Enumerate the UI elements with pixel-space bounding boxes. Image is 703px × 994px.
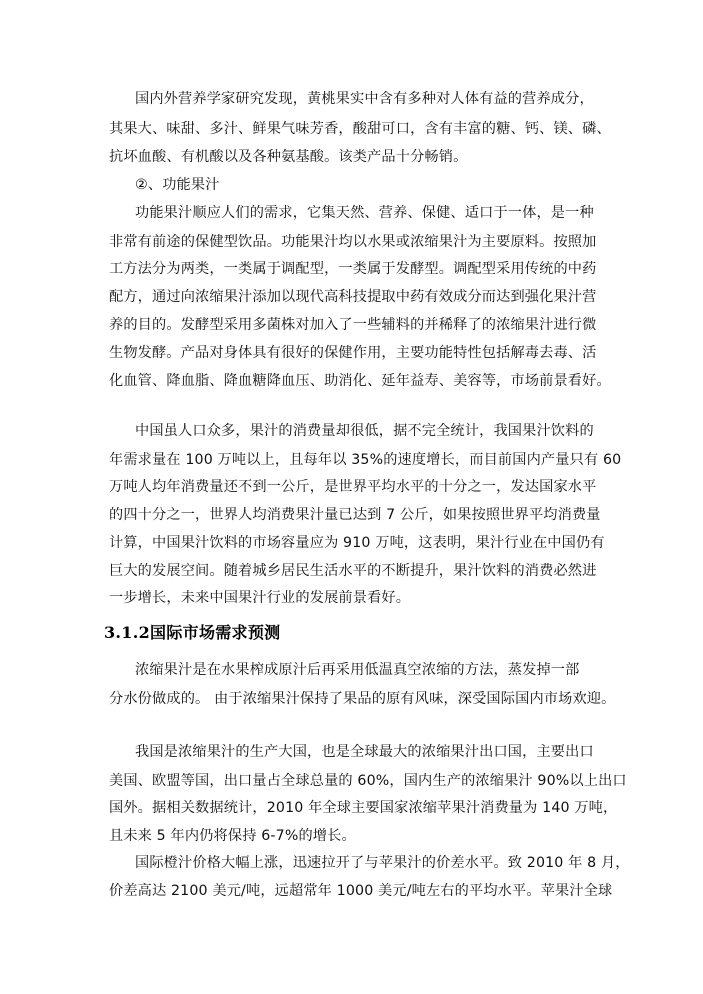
- paragraph-6-line-2: 价差高达 2100 美元/吨，远超常年 1000 美元/吨左右的平均水平。苹果汁全球: [109, 883, 613, 899]
- paragraph-2-line-6: 生物发酵。产品对身体具有很好的保健作用，主要功能特性包括解毒去毒、活: [109, 345, 597, 361]
- paragraph-2-line-3: 工方法分为两类，一类属于调配型，一类属于发酵型。调配型采用传统的中药: [109, 261, 597, 277]
- paragraph-5-line-2: 美国、欧盟等国，出口量占全球总量的 60%，国内生产的浓缩果汁 90%以上出口: [109, 773, 627, 789]
- paragraph-3-line-5: 计算，中国果汁饮料的市场容量应为 910 万吨，这表明，果汁行业在中国仍有: [109, 535, 605, 551]
- section-heading: 3.1.2国际市场需求预测: [104, 623, 281, 642]
- paragraph-1-line-2: 其果大、味甜、多汁、鲜果气味芳香，酸甜可口，含有丰富的糖、钙、镁、磷、: [109, 121, 611, 137]
- paragraph-5-line-4: 且未来 5 年内仍将保持 6-7%的增长。: [109, 828, 356, 844]
- paragraph-4-line-2: 分水份做成的。 由于浓缩果汁保持了果品的原有风味，深受国际国内市场欢迎。: [109, 691, 616, 707]
- paragraph-5-line-1: 我国是浓缩果汁的生产大国，也是全球最大的浓缩果汁出口国，主要出口: [135, 744, 594, 760]
- paragraph-3-line-3: 万吨人均年消费量还不到一公斤，是世界平均水平的十分之一，发达国家水平: [109, 479, 597, 495]
- paragraph-2-line-4: 配方，通过向浓缩果汁添加以现代高科技提取中药有效成分而达到强化果汁营: [109, 289, 597, 305]
- paragraph-3-line-4: 的四十分之一，世界人均消费果汁量已达到 7 公斤，如果按照世界平均消费量: [109, 507, 601, 523]
- paragraph-2-line-7: 化血管、降血脂、降血糖降血压、助消化、延年益寿、美容等，市场前景看好。: [109, 373, 611, 389]
- paragraph-2-line-5: 养的目的。发酵型采用多菌株对加入了一些辅料的并稀释了的浓缩果汁进行微: [109, 317, 597, 333]
- paragraph-1-line-3: 抗坏血酸、有机酸以及各种氨基酸。该类产品十分畅销。: [109, 149, 468, 165]
- paragraph-4-line-1: 浓缩果汁是在水果榨成原汁后再采用低温真空浓缩的方法，蒸发掉一部: [135, 662, 580, 678]
- paragraph-2-line-2: 非常有前途的保健型饮品。功能果汁均以水果或浓缩果汁为主要原料。按照加: [109, 234, 597, 250]
- paragraph-3-line-6: 巨大的发展空间。随着城乡居民生活水平的不断提升，果汁饮料的消费必然进: [109, 563, 597, 579]
- paragraph-3-line-1: 中国虽人口众多，果汁的消费量却很低，据不完全统计，我国果汁饮料的: [135, 423, 594, 439]
- list-item-heading: ②、功能果汁: [135, 177, 220, 193]
- paragraph-5-line-3: 国外。据相关数据统计，2010 年全球主要国家浓缩苹果汁消费量为 140 万吨，: [109, 800, 618, 816]
- paragraph-6-line-1: 国际橙汁价格大幅上涨，迅速拉开了与苹果汁的价差水平。致 2010 年 8 月，: [135, 855, 630, 871]
- paragraph-1-line-1: 国内外营养学家研究发现，黄桃果实中含有多种对人体有益的营养成分，: [135, 91, 594, 107]
- paragraph-3-line-7: 一步增长，未来中国果汁行业的发展前景看好。: [109, 590, 411, 606]
- paragraph-3-line-2: 年需求量在 100 万吨以上，且每年以 35%的速度增长，而目前国内产量只有 60: [109, 452, 622, 468]
- paragraph-2-line-1: 功能果汁顺应人们的需求，它集天然、营养、保健、适口于一体，是一种: [135, 205, 594, 221]
